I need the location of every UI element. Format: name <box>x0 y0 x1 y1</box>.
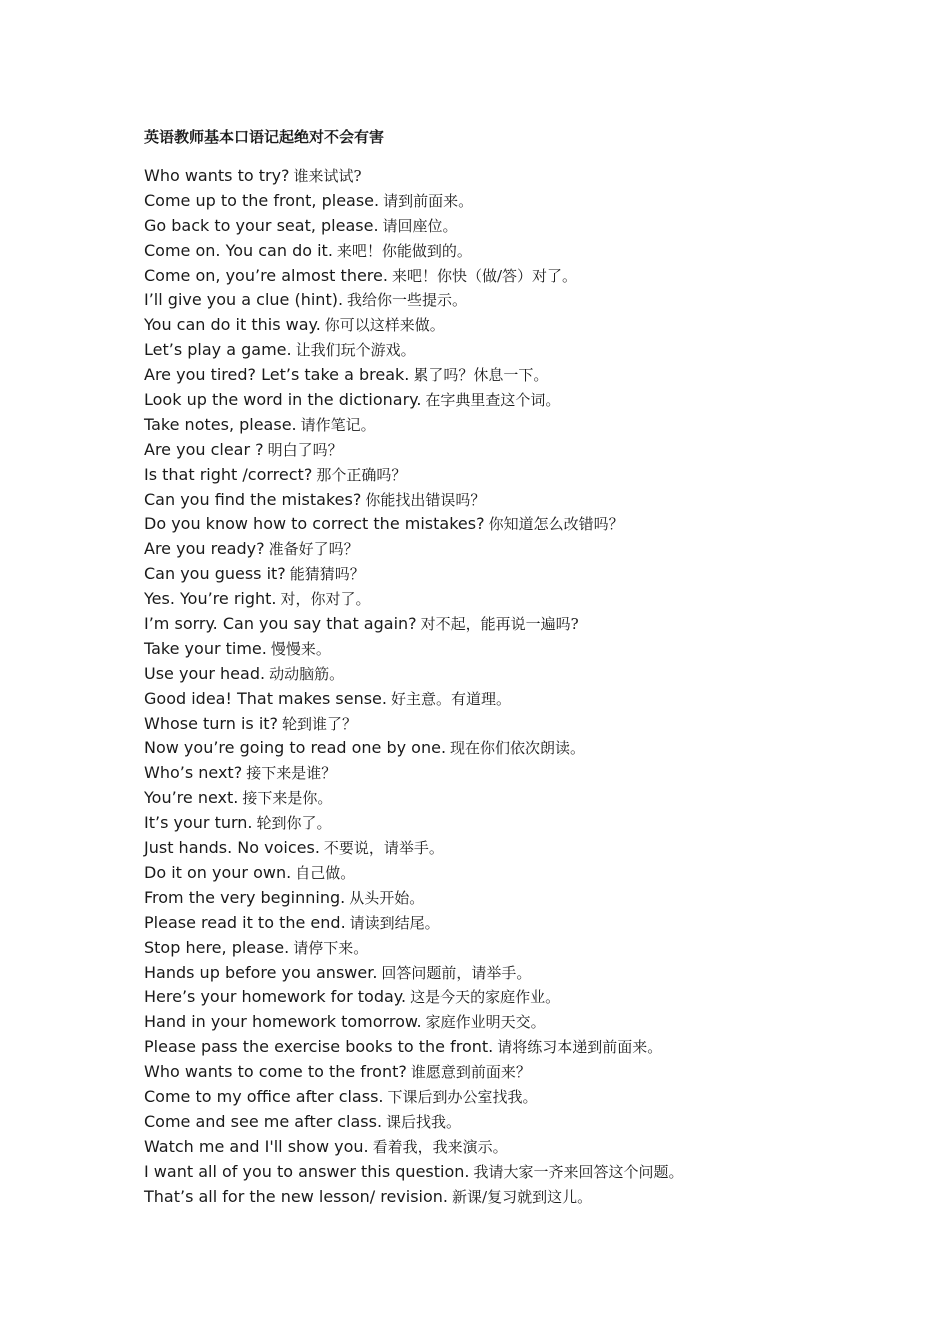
phrase-chinese: 谁愿意到前面来？ <box>410 1063 531 1082</box>
phrase-english: Come on. You can do it. <box>144 240 333 260</box>
phrase-english: Who wants to come to the front? <box>144 1062 407 1082</box>
phrase-line <box>144 662 934 687</box>
phrase-chinese: 准备好了吗？ <box>268 540 359 559</box>
phrase-english: Go back to your seat, please. <box>144 215 379 235</box>
phrase-chinese: 请停下来。 <box>293 938 369 957</box>
phrase-english: That’s all for the new lesson/ revision. <box>144 1186 449 1206</box>
phrase-line <box>144 512 934 537</box>
phrase-chinese: 轮到谁了？ <box>282 714 358 733</box>
phrase-chinese: 能猜猜吗？ <box>289 565 365 584</box>
phrase-line <box>144 836 934 861</box>
phrase-english: Let’s play a game. <box>144 340 292 360</box>
phrase-line <box>144 463 934 488</box>
phrase-english: Do you know how to correct the mistakes? <box>144 514 485 534</box>
phrase-chinese: 轮到你了。 <box>256 814 332 833</box>
phrase-line <box>144 861 934 886</box>
phrase-chinese: 动动脑筋。 <box>269 664 345 683</box>
phrase-english: Can you guess it? <box>144 564 286 584</box>
phrase-line <box>144 587 934 612</box>
phrase-line <box>144 288 934 313</box>
phrase-chinese: 来吧！你快（做/答）对了。 <box>391 266 578 285</box>
phrase-line <box>144 637 934 662</box>
phrase-english: Please pass the exercise books to the front. <box>144 1037 494 1057</box>
phrase-line <box>144 562 934 587</box>
phrase-english: Do it on your own. <box>144 862 292 882</box>
phrase-chinese: 我请大家一齐来回答这个问题。 <box>473 1162 684 1181</box>
phrase-line <box>144 488 934 513</box>
phrase-line <box>144 985 934 1010</box>
phrase-line <box>144 761 934 786</box>
phrase-english: From the very beginning. <box>144 887 346 907</box>
phrase-chinese: 让我们玩个游戏。 <box>295 341 416 360</box>
phrase-line <box>144 612 934 637</box>
phrase-line <box>144 1110 934 1135</box>
phrase-english: Come up to the front, please. <box>144 190 380 210</box>
phrase-chinese: 课后找我。 <box>386 1112 462 1131</box>
phrase-line <box>144 214 934 239</box>
phrase-english: Come and see me after class. <box>144 1111 383 1131</box>
phrase-chinese: 在字典里查这个词。 <box>425 391 561 410</box>
phrase-line <box>144 239 934 264</box>
phrase-chinese: 现在你们依次朗读。 <box>450 739 586 758</box>
phrase-chinese: 下课后到办公室找我。 <box>387 1087 538 1106</box>
phrase-chinese: 你可以这样来做。 <box>324 316 445 335</box>
phrase-line <box>144 811 934 836</box>
phrase-chinese: 明白了吗？ <box>267 440 343 459</box>
phrase-line <box>144 413 934 438</box>
phrase-english: Here’s your homework for today. <box>144 987 407 1007</box>
phrase-english: Hands up before you answer. <box>144 962 378 982</box>
phrase-english: Who’s next? <box>144 763 243 783</box>
phrase-line <box>144 786 934 811</box>
phrase-chinese: 对不起，能再说一遍吗? <box>420 615 579 634</box>
phrase-chinese: 这是今天的家庭作业。 <box>410 988 561 1007</box>
phrase-english: Who wants to try? <box>144 166 290 185</box>
phrase-chinese: 来吧！你能做到的。 <box>336 241 472 260</box>
phrase-line <box>144 1085 934 1110</box>
phrase-english: Can you find the mistakes? <box>144 489 362 509</box>
phrase-line <box>144 438 934 463</box>
phrase-line <box>144 936 934 961</box>
phrase-line <box>144 1185 934 1210</box>
phrase-chinese: 你知道怎么改错吗？ <box>488 515 624 534</box>
phrase-chinese: 你能找出错误吗？ <box>365 490 486 509</box>
phrase-chinese: 接下来是谁？ <box>246 764 337 783</box>
phrase-line <box>144 264 934 289</box>
phrase-chinese: 对，你对了。 <box>280 590 371 609</box>
phrase-english: Just hands. No voices. <box>144 838 320 858</box>
phrase-line <box>144 1060 934 1085</box>
phrase-line <box>144 961 934 986</box>
phrase-chinese: 接下来是你。 <box>242 789 333 808</box>
phrase-line <box>144 1035 934 1060</box>
phrase-chinese: 请到前面来。 <box>383 191 474 210</box>
page-title: 英语教师基本口语记起绝对不会有害 <box>144 128 385 146</box>
phrase-line <box>144 1160 934 1185</box>
phrase-english: Are you ready? <box>144 539 265 559</box>
phrase-chinese: 请回座位。 <box>382 216 458 235</box>
phrase-chinese: 从头开始。 <box>349 888 425 907</box>
phrase-english: Whose turn is it? <box>144 713 279 733</box>
phrase-english: Is that right /correct? <box>144 464 313 484</box>
phrase-english: Hand in your homework tomorrow. <box>144 1012 422 1032</box>
phrase-line <box>144 388 934 413</box>
phrase-line <box>144 911 934 936</box>
phrase-chinese: 不要说，请举手。 <box>323 839 444 858</box>
phrase-line <box>144 537 934 562</box>
phrase-chinese: 请作笔记。 <box>300 415 376 434</box>
phrase-english: Stop here, please. <box>144 937 290 957</box>
phrase-english: Use your head. <box>144 663 266 683</box>
phrase-line <box>144 886 934 911</box>
phrase-list <box>144 164 934 1209</box>
phrase-line <box>144 313 934 338</box>
phrase-chinese: 慢慢来。 <box>270 639 331 658</box>
phrase-chinese: 那个正确吗？ <box>316 465 407 484</box>
phrase-english: I’ll give you a clue (hint). <box>144 290 344 310</box>
phrase-english: I’m sorry. Can you say that again? <box>144 614 417 634</box>
phrase-english: Look up the word in the dictionary. <box>144 390 422 410</box>
phrase-english: Please read it to the end. <box>144 912 346 932</box>
phrase-english: Are you tired? Let’s take a break. <box>144 365 410 385</box>
phrase-english: Take your time. <box>144 638 267 658</box>
phrase-line <box>144 1010 934 1035</box>
phrase-line <box>144 189 934 214</box>
phrase-english: Now you’re going to read one by one. <box>144 738 447 758</box>
phrase-english: You can do it this way. <box>144 315 321 335</box>
phrase-chinese: 新课/复习就到这儿。 <box>452 1187 593 1206</box>
phrase-chinese: 看着我，我来演示。 <box>372 1137 508 1156</box>
phrase-english: Are you clear ? <box>144 439 264 459</box>
phrase-english: I want all of you to answer this question. <box>144 1161 470 1181</box>
phrase-chinese: 回答问题前，请举手。 <box>381 963 532 982</box>
phrase-english: Come on, you’re almost there. <box>144 265 388 285</box>
phrase-line <box>144 712 934 737</box>
phrase-english: Watch me and I'll show you. <box>144 1136 369 1156</box>
phrase-line <box>144 363 934 388</box>
phrase-chinese: 累了吗？休息一下。 <box>413 366 549 385</box>
phrase-english: It’s your turn. <box>144 813 253 833</box>
phrase-line <box>144 164 934 189</box>
phrase-chinese: 好主意。有道理。 <box>390 689 511 708</box>
phrase-chinese: 自己做。 <box>295 863 356 882</box>
phrase-line <box>144 1135 934 1160</box>
phrase-english: Yes. You’re right. <box>144 589 277 609</box>
phrase-line <box>144 687 934 712</box>
phrase-chinese: 请将练习本递到前面来。 <box>497 1038 663 1057</box>
phrase-english: Come to my office after class. <box>144 1086 384 1106</box>
phrase-chinese: 请读到结尾。 <box>349 913 440 932</box>
phrase-english: You’re next. <box>144 788 239 808</box>
phrase-chinese: 我给你一些提示。 <box>347 291 468 310</box>
phrase-chinese: 家庭作业明天交。 <box>425 1013 546 1032</box>
phrase-english: Take notes, please. <box>144 414 297 434</box>
phrase-line <box>144 736 934 761</box>
phrase-line <box>144 338 934 363</box>
phrase-english: Good idea! That makes sense. <box>144 688 387 708</box>
phrase-chinese: 谁来试试? <box>293 167 362 185</box>
